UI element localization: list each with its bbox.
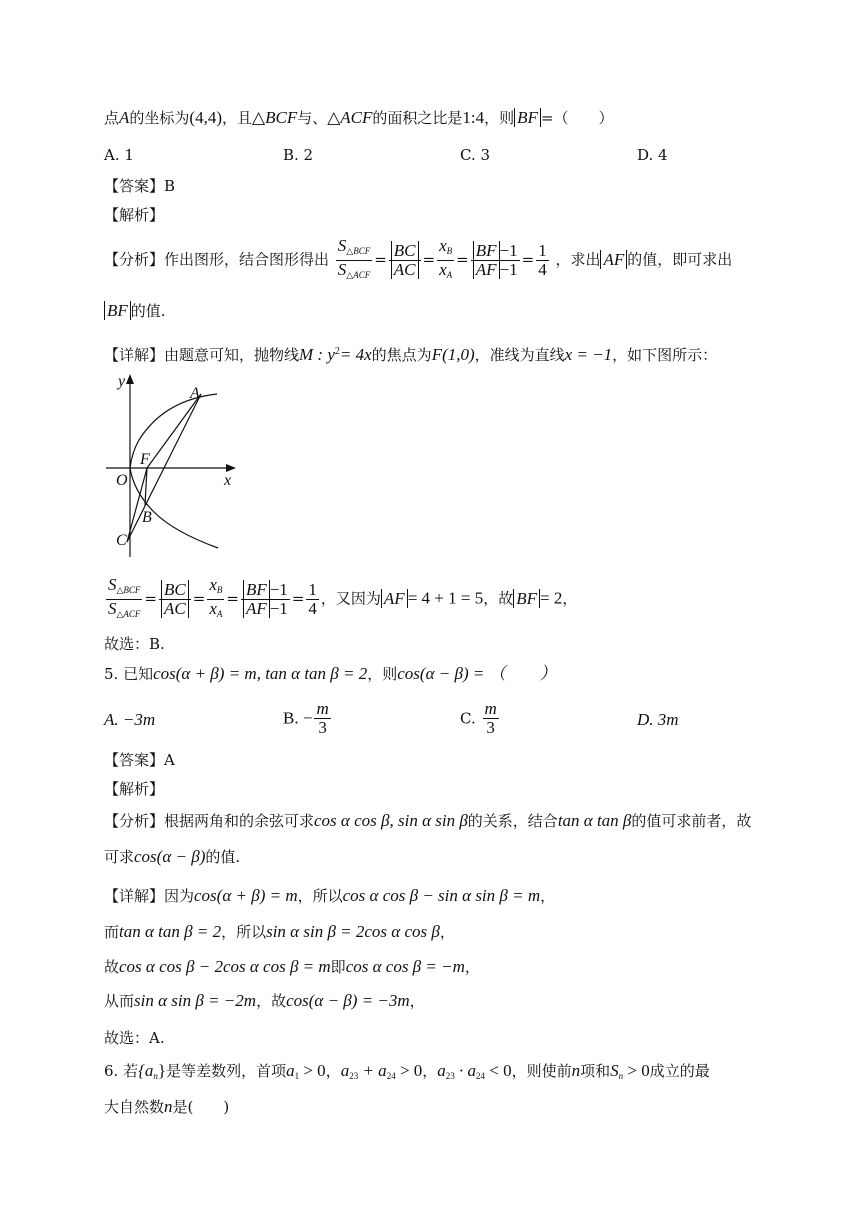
q5-stem-text: 5. 已知: [104, 665, 154, 683]
q5-ask: cos(α − β) = （ ）: [397, 664, 557, 683]
q5-option-a: A. −3m: [104, 710, 156, 729]
q5-option-c: C. $\frac{m}{3}$: [460, 699, 497, 737]
q4-bf: BF: [514, 108, 541, 127]
q4-stem-text: ，则: [484, 109, 515, 127]
q4-analysis: 【分析】作出图形，结合图形得出 $\frac{S_{\triangle BCF}}{S_{\triangle ACF}}$ = $\frac{BC}{AC}$ = $\frac{x_B}{x_A}$ = $\frac{BF -1}{AF -1}$ = $\frac{1}{4}$ ，求出 AF 的值，即可求出: [104, 237, 732, 284]
q6-stem-1: 6. 若$\{a_n\}$是等差数列，首项$a_1 > 0$，$a_{23} + a_{24} > 0$，$a_{23} \cdot a_{24} < 0$，则使前n项和$S_n > 0$成立的最: [104, 1061, 710, 1081]
fraction: $\frac{x_B}{x_A}$: [439, 236, 453, 280]
x-axis-arrow: [226, 464, 236, 472]
q4-result-text: ，又因为: [320, 589, 381, 608]
q5-stem-text: ，则: [367, 665, 398, 683]
q4-analysis-end: [104, 301, 166, 321]
fraction: $\frac{1}{4}$: [308, 580, 317, 618]
fraction: $\frac{x_B}{x_A}$: [209, 575, 223, 619]
q4-parabola-eq: = 4x: [339, 345, 372, 364]
q4-stem: [104, 108, 614, 128]
q4-answer: 【答案】B: [104, 177, 176, 195]
q4-focus: F(1,0): [431, 345, 475, 364]
q4-result-eq: = 4 + 1 = 5: [407, 588, 484, 608]
q5-detail-1: 【详解】因为cos(α + β) = m，所以cos α cos β − sin α sin β = m，: [104, 886, 556, 905]
label-c: C: [116, 532, 127, 549]
q4-detail-text: 【详解】由题意可知，抛物线: [104, 346, 300, 364]
q4-analysis-text: 【分析】作出图形，结合图形得出: [104, 250, 330, 269]
q4-tri2: △ACF: [327, 108, 373, 127]
q4-choose: 故选：B.: [104, 635, 165, 653]
q4-analysis-text: ，求出: [555, 250, 601, 269]
fraction: $\frac{1}{4}$: [538, 241, 547, 279]
q4-stem-text: 的面积之比是: [372, 109, 463, 127]
q4-result-eq: = 2: [540, 588, 563, 608]
fraction: $\frac{S_{\triangle BCF}}{S_{\triangle ACF}}$: [337, 236, 371, 280]
q4-option-c: C. 3: [460, 146, 491, 164]
q5-answer: 【答案】A: [104, 751, 175, 769]
q4-stem-text: 点: [104, 109, 120, 127]
fraction: $\frac{BC}{AC}$: [159, 581, 191, 618]
line-af: [147, 394, 201, 468]
q4-result-text: ，: [562, 589, 578, 608]
q4-analysis-text: 的值.: [130, 302, 166, 320]
q4-parabola: M : y: [299, 345, 335, 364]
q5-stem: [104, 664, 557, 684]
q4-stem-text: 与、: [297, 109, 328, 127]
q4-analysis-title: 【解析】: [104, 206, 165, 224]
q4-bf: BF: [104, 301, 131, 320]
q5-detail-2: 而tan α tan β = 2，所以sin α sin β = 2cos α cos β，: [104, 922, 455, 941]
q5-choose: 故选：A.: [104, 1029, 165, 1047]
label-a: A: [190, 385, 200, 402]
q4-option-b: B. 2: [283, 146, 314, 164]
q4-stem-text: =（ ）: [540, 109, 614, 127]
q5-option-d: D. 3m: [637, 710, 679, 729]
q4-result: $\frac{S_{\triangle BCF}}{S_{\triangle ACF}}$ = $\frac{BC}{AC}$ = $\frac{x_B}{x_A}$ = $\frac{BF -1}{AF -1}$ = $\frac{1}{4}$ ，又因为 AF = 4 + 1 = 5，故 BF = 2，: [104, 576, 577, 623]
fraction: $\frac{m}{3}$: [484, 699, 497, 737]
fraction: $\frac{BC}{AC}$: [389, 242, 421, 279]
q4-af: AF: [381, 589, 408, 608]
fraction: $\frac{BF -1}{AF -1}$: [241, 581, 290, 618]
label-o: O: [116, 472, 128, 489]
q4-detail: 【详解】由题意可知，抛物线M : $y^2= 4x$的焦点为F(1,0)，准线为直线x = −1，如下图所示：: [104, 345, 718, 364]
q5-condition: cos(α + β) = m, tan α tan β = 2: [153, 664, 368, 683]
label-b: B: [142, 509, 152, 526]
q4-detail-text: ，准线为直线: [474, 346, 565, 364]
q4-point-a: A: [119, 108, 130, 127]
label-f: F: [140, 451, 150, 468]
fraction: $\frac{m}{3}$: [316, 699, 329, 737]
q4-analysis-text: 的值，即可求出: [627, 250, 733, 269]
q5-detail-3: 故cos α cos β − 2cos α cos β = m即cos α cos β = −m，: [104, 957, 480, 976]
q5-detail-4: 从而sin α sin β = −2m，故cos(α − β) = −3m，: [104, 991, 425, 1010]
q4-detail-text: ，如下图所示：: [612, 346, 718, 364]
q4-ratio: 1:4: [462, 108, 485, 127]
q4-af: AF: [600, 250, 627, 269]
q5-option-b: B. − $\frac{m}{3}$: [283, 699, 329, 737]
q4-stem-text: ，且: [222, 109, 253, 127]
y-axis-arrow: [126, 374, 134, 384]
fraction: $\frac{BF -1}{AF -1}$: [471, 242, 520, 279]
q5-analysis-2: 可求cos(α − β)的值.: [104, 847, 241, 866]
fraction: $\frac{S_{\triangle BCF}}{S_{\triangle ACF}}$: [108, 575, 141, 619]
q4-tri1: △BCF: [252, 108, 298, 127]
q4-result-text: ，故: [483, 589, 514, 608]
q4-detail-text: 的焦点为: [371, 346, 432, 364]
parabola-figure: [104, 372, 244, 562]
q4-bf: BF: [513, 589, 540, 608]
label-y: y: [118, 373, 126, 390]
q5-analysis-title: 【解析】: [104, 780, 165, 798]
q4-option-d: D. 4: [637, 146, 668, 164]
q4-option-a: A. 1: [104, 146, 134, 164]
q4-coord: (4,4): [189, 108, 222, 127]
q4-directrix: x = −1: [564, 345, 613, 364]
label-x: x: [224, 472, 232, 489]
q5-analysis-1: 【分析】根据两角和的余弦可求cos α cos β, sin α sin β的关系，结合tan α tan β的值可求前者，故: [104, 811, 752, 830]
q6-stem-2: 大自然数n是( ): [104, 1097, 230, 1116]
q4-stem-text: 的坐标为: [129, 109, 190, 127]
